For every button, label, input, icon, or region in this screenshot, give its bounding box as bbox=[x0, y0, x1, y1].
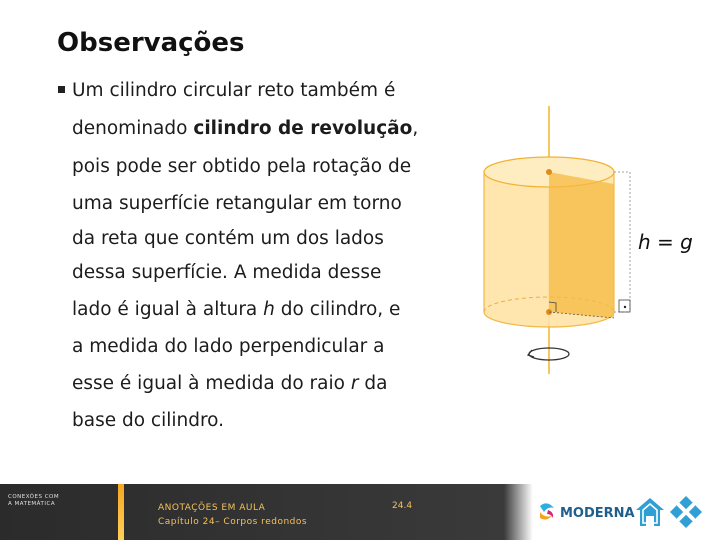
brand-name: MODERNA bbox=[560, 505, 635, 521]
text-segment: base do cilindro. bbox=[72, 410, 225, 431]
text-segment: , bbox=[412, 118, 419, 139]
text-segment: esse é igual à medida do raio bbox=[72, 373, 345, 394]
rotating-rectangle bbox=[549, 172, 614, 318]
moderna-logo-icon bbox=[538, 502, 556, 524]
home-button[interactable] bbox=[632, 494, 668, 530]
publisher-logo bbox=[538, 498, 635, 528]
text-line-1 bbox=[72, 80, 395, 101]
variable-r: r bbox=[350, 373, 359, 394]
text-segment: pois pode ser obtido pela rotação de bbox=[72, 156, 412, 177]
text-line-8 bbox=[72, 336, 385, 357]
footer-section bbox=[158, 501, 307, 529]
page-title: Observações bbox=[57, 28, 245, 58]
text-segment: do cilindro, e bbox=[280, 299, 401, 320]
page-number: 24.4 bbox=[392, 501, 413, 511]
text-segment: da bbox=[364, 373, 388, 394]
text-segment: uma superfície retangular em torno bbox=[72, 193, 402, 214]
home-icon bbox=[632, 494, 668, 530]
text-segment: lado é igual à altura bbox=[72, 299, 258, 320]
text-segment: denominado bbox=[72, 118, 188, 139]
footer-chapter-label: Capítulo 24– Corpos redondos bbox=[158, 517, 308, 527]
variable-h: h bbox=[263, 299, 275, 320]
close-button[interactable] bbox=[668, 494, 704, 530]
text-segment: Um cilindro circular reto também é bbox=[72, 80, 396, 101]
text-segment: da reta que contém um dos lados bbox=[72, 228, 384, 249]
highlighted-term: cilindro de revolução bbox=[193, 118, 413, 139]
text-line-5 bbox=[72, 228, 384, 249]
bullet-marker bbox=[58, 86, 65, 93]
height-label: h = g bbox=[638, 230, 693, 254]
text-line-3 bbox=[72, 156, 411, 177]
footer-collection: CONEXÕES COM A MATEMÁTICA bbox=[8, 494, 60, 507]
close-icon bbox=[668, 494, 704, 530]
text-line-4 bbox=[72, 193, 402, 214]
text-line-10 bbox=[72, 410, 224, 431]
text-segment: dessa superfície. A medida desse bbox=[72, 262, 382, 283]
footer-section-label: ANOTAÇÕES EM AULA bbox=[158, 503, 266, 513]
top-center-dot bbox=[546, 169, 552, 175]
footer-accent-stripe bbox=[118, 484, 124, 540]
text-line-6 bbox=[72, 262, 381, 283]
text-line-7 bbox=[72, 299, 400, 320]
text-line-9 bbox=[72, 373, 387, 394]
text-line-2 bbox=[72, 118, 418, 139]
text-segment: a medida do lado perpendicular a bbox=[72, 336, 385, 357]
